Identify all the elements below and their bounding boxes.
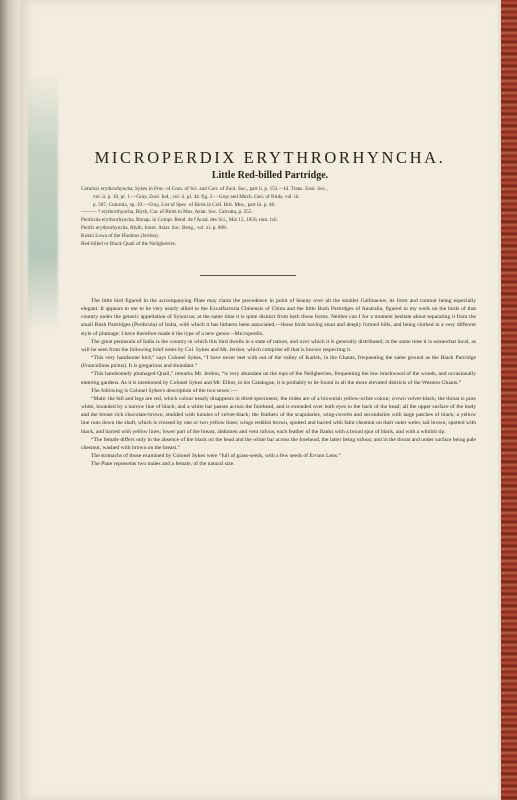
synonym-entry: Perdicula erythrorhyncha, Bonap. in Compt. Rend. de l'Acad. des Sci., Mai 12, 1856, tom. lxii. xyxy=(81,217,279,224)
synonym-entry: Red-billed or Black Quail of the Neilgherries. xyxy=(81,240,177,247)
book-binding-gutter xyxy=(0,0,20,800)
body-paragraph: The stomachs of those examined by Colonel Sykes were “full of grass-seeds, with a few seeds of Ervum Lens.” xyxy=(91,452,341,459)
synonymy-list xyxy=(81,186,476,248)
body-paragraph: “This very handsome bird,” says Colonel Sykes, “I have never met with out of the valley of Karleh, in the Ghauts, frequenting the same ground as the Black Partridge (Francolinus pictus). It is gregarious and shundant.” xyxy=(81,355,476,370)
article-body xyxy=(81,297,476,609)
section-divider-rule xyxy=(200,275,296,276)
body-paragraph: “This handsomely plumaged Quail,” remarks Mr. Jerdon, “is very abundant on the tops of the Neilgherries, frequenting the low brushwood of the woods, and occasionally entering gardens. As it is mentioned by Colonel Sykes and Mr. Elliot, in his Catalogue, it is probably to be found in all the more elevated districts of the Western Ghauts.” xyxy=(81,371,476,386)
plate-offset-mark xyxy=(28,72,58,332)
synonym-entry: ——— ? erythrorhyncha, Blyth, Cat. of Birds in Mus. Asiat. Soc. Calcutta, p. 255. xyxy=(81,209,253,216)
synonym-entry: Coturnix erythrorhyncha, Sykes in Proc. of Com. of Sci. and Corr. of Zool. Soc., part ii. p. 153.—Id. Trans. Zool. Soc., xyxy=(81,186,328,192)
body-paragraph: The following is Colonel Sykes's description of the two sexes :— xyxy=(91,387,238,394)
body-paragraph: “The female differs only in the absence of the black on the head and the white bar across the forehead, the latter being rufous; and in the throat and under surface being pale chestnut, washed with brown on the breast.” xyxy=(81,436,476,451)
common-name-subtitle: Little Red-billed Partridge. xyxy=(211,170,329,181)
body-paragraph: The little bird figured in the accompanying Plate may claim the precedence in point of beauty over all the smaller Gallinaceæ, its form and contour being especially elegant. It appears to me to be very nearly allied to the Excalfactoria Chinensis of China and the little Bush Partridges of Australia, figured in my work on the birds of that country under the generic appellation of Synoicus; at the same time it is quite distinct from both those forms. Neither can I for a moment hesitate about separating it from the small Bush Partridges (Perdicula) of India, with which it has hitherto been associated,—those birds having stout and deeply formed bills, and being clothed in a very different style of plumage; I have therefore made it the type of a new genus—Microperdix. xyxy=(81,298,476,337)
species-title: MICROPERDIX ERYTHRORHYNCHA. xyxy=(94,148,446,167)
synonym-entry: Kokni Lowa of the Hindoos (Jerdon). xyxy=(81,232,160,239)
body-paragraph: The great peninsula of India is the country in which this bird dwells in a state of nature, and over which it is generally distributed; at the same time it is somewhat local, as will be seen from the following brief notes by Col. Sykes and Mr. Jerdon, which comprise all that is known respecting it. xyxy=(81,338,476,353)
synonym-entry: Perdix erythrorhyncha, Blyth, Journ. Asiat. Soc. Beng., vol. xi. p. 808. xyxy=(81,224,227,231)
synonym-entry: vol. ii. p. 16, pl. 1.—Gray, Zool. Ind., vol. ii. pl. 44. fig. 2.—Gray and Mitch. Gen. of Birds, vol. iii. xyxy=(93,193,300,200)
body-paragraph: “Male: the bill and legs are red, which colour nearly disappears in dried specimens; the irides are of a brownish yellow-ochre colour; crown velvet-black; the throat is pure white, bounded by a narrow line of black; and a white bar passes across the forehead, and is extended over both eyes to the back of the head; all the upper surface of the body and the breast rich chocolate-brown, studded with lunules of velvet-black; the feathers of the scapularies, wing-coverts and secondaries with large patches of black; a yellow line runs down the shaft, which is crossed by one or two yellow lines; wings reddish brown, spotted and barred with faint chestnut on their outer webs; tail brown, spotted with black, and barred with yellow lines; lower part of the breast, abdomen and vent rufous; each feather of the flanks with a broad spot of black, and with a whitish tip. xyxy=(81,395,476,435)
body-paragraph: The Plate represents two males and a female, of the natural size. xyxy=(91,461,235,468)
page-edge-stack xyxy=(498,0,517,800)
synonym-entry: p. 507, Coturnix, sp. 10.—Gray, List of Spec. of Birds in Coll. Brit. Mus., part iii. p. 40. xyxy=(93,201,276,208)
